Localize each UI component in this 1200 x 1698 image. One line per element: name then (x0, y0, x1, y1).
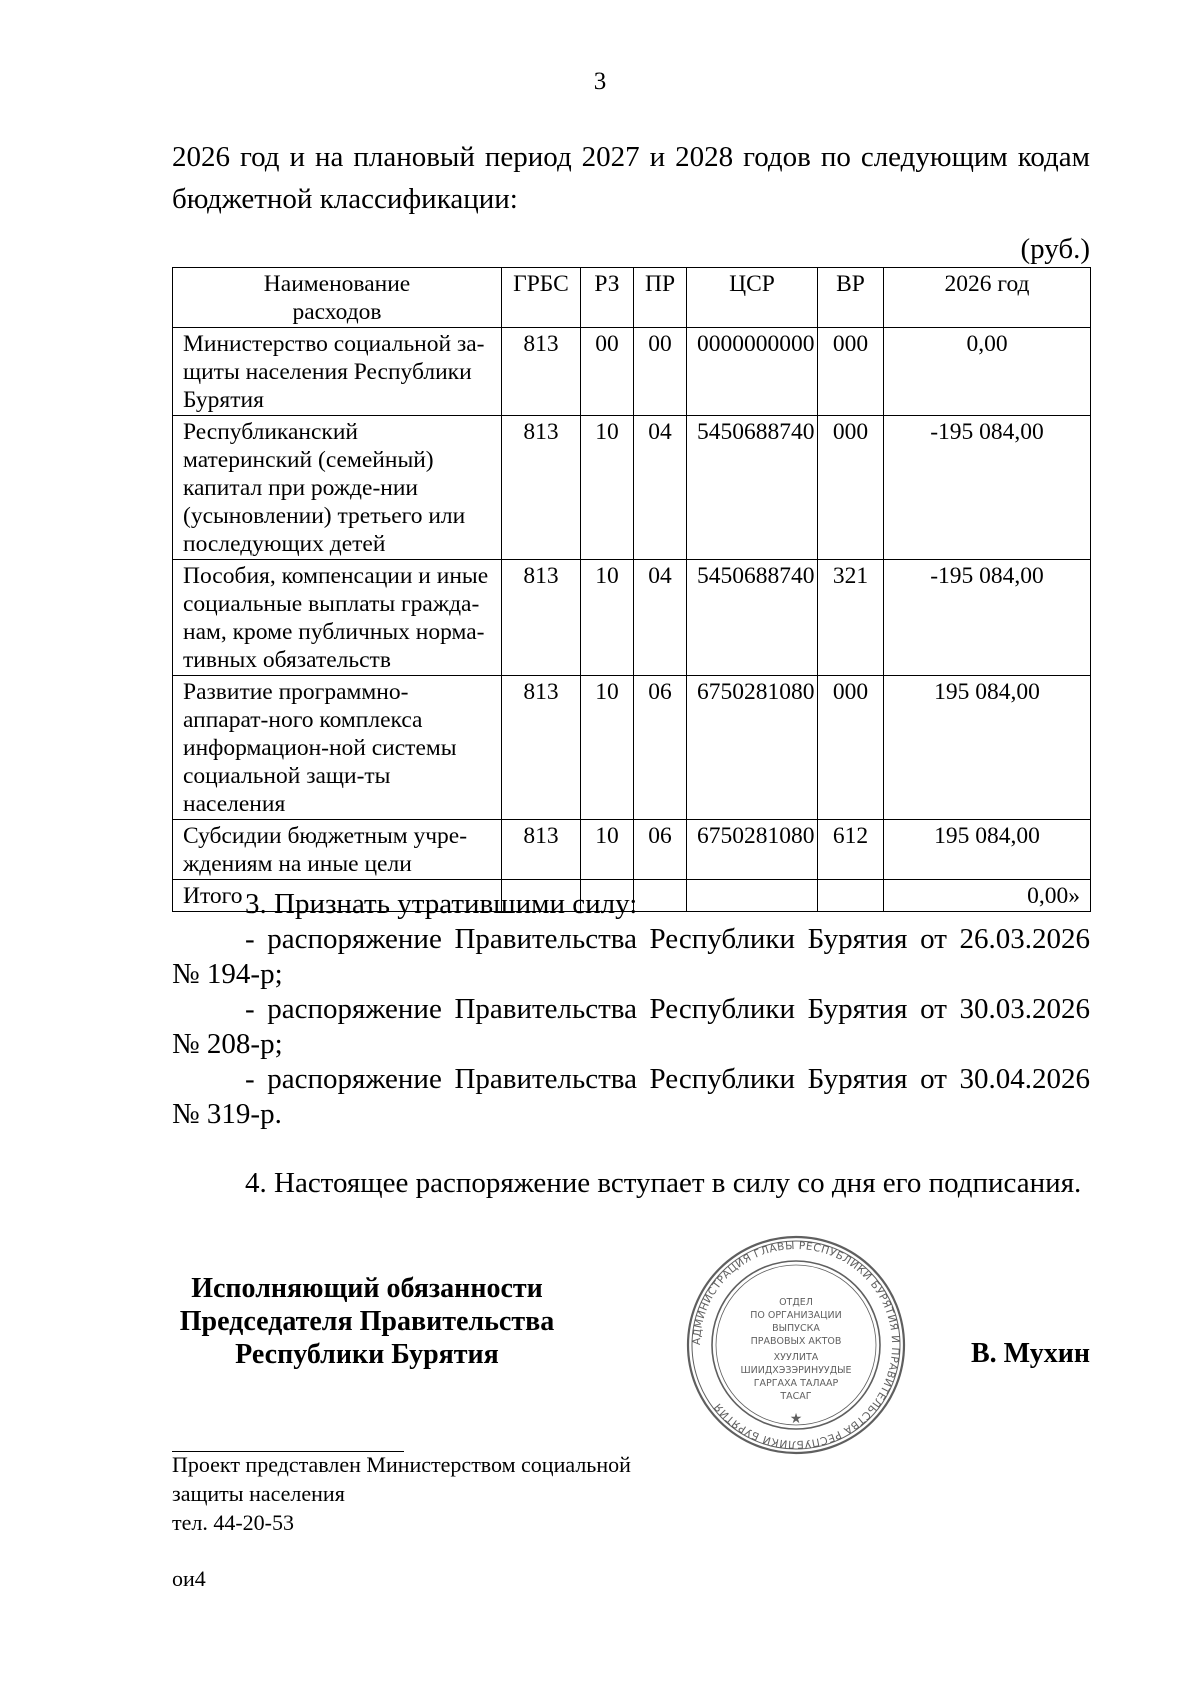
seal-line: ОТДЕЛ (779, 1297, 813, 1308)
header-cell: Наименование расходов (173, 268, 502, 328)
table-row (173, 560, 1091, 676)
header-cell: 2026 год (884, 268, 1091, 328)
seal-line: ВЫПУСКА (772, 1323, 820, 1334)
pr-cell: 04 (634, 416, 687, 560)
csr-cell: 5450688740 (687, 560, 818, 676)
signatory-title (172, 1272, 562, 1371)
table-header-row (173, 268, 1091, 328)
csr-cell: 6750281080 (687, 676, 818, 820)
grbs-cell: 813 (502, 676, 581, 820)
repealed-act-3-line-1: - распоряжение Правительства Республики Бурятия от 30.04.2026 (245, 1063, 1090, 1095)
header-cell: РЗ (581, 268, 634, 328)
total-label-cell: Итого (173, 880, 502, 912)
expense-name-cell: Республиканский материнский (семейный) капитал при рожде-нии (усыновлении) третьего или последующих детей (173, 416, 502, 560)
resolution-items (172, 887, 1090, 1201)
vr-cell: 612 (818, 820, 884, 880)
repealed-act-3-line-2: № 319-р. (172, 1098, 282, 1130)
repealed-act-1-line-1: - распоряжение Правительства Республики Бурятия от 26.03.2026 (245, 923, 1090, 955)
rz-cell: 10 (581, 676, 634, 820)
expense-name-cell: Субсидии бюджетным учре-ждениям на иные цели (173, 820, 502, 880)
signatory-title-line-3: Республики Бурятия (235, 1339, 499, 1370)
seal-line: ТАСАГ (780, 1391, 812, 1402)
csr-cell: 0000000000 (687, 328, 818, 416)
amount-cell: 195 084,00 (884, 820, 1091, 880)
seal-line: ГАРГАХА ТАЛААР (753, 1378, 839, 1389)
table-row (173, 820, 1091, 880)
official-seal (684, 1233, 908, 1457)
pr-cell: 04 (634, 560, 687, 676)
repealed-act-1-line-2: № 194-р; (172, 958, 283, 990)
grbs-cell: 813 (502, 328, 581, 416)
pr-cell: 06 (634, 676, 687, 820)
repealed-act-2-line-2: № 208-р; (172, 1028, 283, 1060)
table-row (173, 416, 1091, 560)
table-row (173, 328, 1091, 416)
repealed-act-2-line-1: - распоряжение Правительства Республики Бурятия от 30.03.2026 (245, 993, 1090, 1025)
amount-cell: -195 084,00 (884, 560, 1091, 676)
budget-table (172, 267, 1091, 912)
grbs-cell: 813 (502, 820, 581, 880)
rz-cell: 10 (581, 416, 634, 560)
page-number: 3 (593, 68, 607, 95)
intro-paragraph (172, 136, 1090, 220)
item-3-title: 3. Признать утратившими силу: (245, 888, 638, 920)
amount-cell: -195 084,00 (884, 416, 1091, 560)
signatory-name: В. Мухин (971, 1338, 1090, 1369)
seal-line: ПО ОРГАНИЗАЦИИ (750, 1310, 842, 1321)
intro-line-2: бюджетной классификации: (172, 183, 518, 215)
pr-cell: 06 (634, 820, 687, 880)
seal-line: ШИИДХЭЗЭРИНУУДЫЕ (740, 1365, 852, 1376)
currency-unit: (руб.) (1020, 233, 1090, 265)
vr-cell: 000 (818, 416, 884, 560)
signatory-title-line-1: Исполняющий обязанности (191, 1273, 543, 1304)
csr-cell: 6750281080 (687, 820, 818, 880)
rz-cell: 10 (581, 820, 634, 880)
intro-line-1: 2026 год и на плановый период 2027 и 2028 годов по следующим кодам (172, 141, 1090, 173)
table-row (173, 676, 1091, 820)
seal-outer-text: АДМИНИСТРАЦИЯ ГЛАВЫ РЕСПУБЛИКИ БУРЯТИЯ И ПРАВИТЕЛЬСТВА РЕСПУБЛИКИ БУРЯТИЯ (690, 1239, 902, 1451)
header-cell: ГРБС (502, 268, 581, 328)
expense-name-cell: Министерство социальной за-щиты населения Республики Бурятия (173, 328, 502, 416)
seal-line: ХУУЛИТА (773, 1352, 819, 1363)
grbs-cell: 813 (502, 416, 581, 560)
header-cell: ВР (818, 268, 884, 328)
seal-line: ПРАВОВЫХ АКТОВ (750, 1336, 842, 1347)
rz-cell: 00 (581, 328, 634, 416)
footer-note (172, 1450, 631, 1537)
expense-name-cell: Пособия, компенсации и иные социальные выплаты гражда-нам, кроме публичных норма-тивных обязательств (173, 560, 502, 676)
item-4: 4. Настоящее распоряжение вступает в силу со дня его подписания. (245, 1167, 1082, 1199)
signatory-title-line-2: Председателя Правительства (179, 1306, 555, 1337)
header-cell: ПР (634, 268, 687, 328)
pr-cell: 00 (634, 328, 687, 416)
total-amount-cell: 0,00» (884, 880, 1091, 912)
rz-cell: 10 (581, 560, 634, 676)
expense-name-cell: Развитие программно-аппарат-ного комплекса информацион-ной системы социальной защи-ты населения (173, 676, 502, 820)
document-code: ои4 (172, 1566, 206, 1591)
footer-line-2: защиты населения (172, 1481, 345, 1506)
header-cell: ЦСР (687, 268, 818, 328)
grbs-cell: 813 (502, 560, 581, 676)
footer-line-1: Проект представлен Министерством социальной (172, 1452, 631, 1477)
seal-star-icon: ★ (789, 1412, 803, 1427)
amount-cell: 0,00 (884, 328, 1091, 416)
vr-cell: 000 (818, 676, 884, 820)
amount-cell: 195 084,00 (884, 676, 1091, 820)
csr-cell: 5450688740 (687, 416, 818, 560)
vr-cell: 321 (818, 560, 884, 676)
vr-cell: 000 (818, 328, 884, 416)
footer-line-3: тел. 44-20-53 (172, 1510, 295, 1535)
